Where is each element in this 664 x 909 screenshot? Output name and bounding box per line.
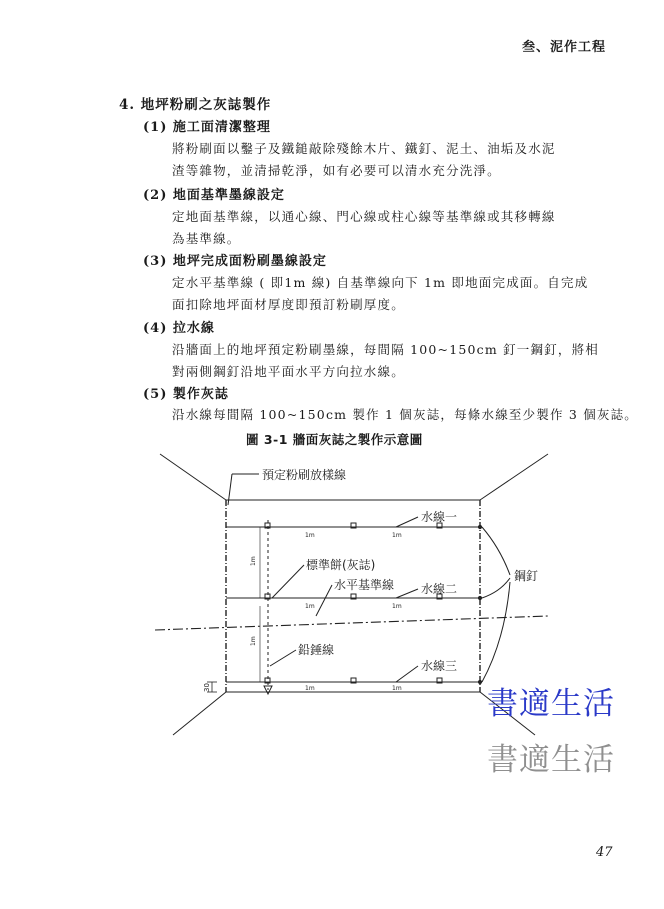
item-5-heading: (5) 製作灰誌 (143, 387, 229, 402)
section-title: 4. 地坪粉刷之灰誌製作 (119, 97, 272, 113)
label-reference-marker: 標準餅(灰誌) (306, 558, 376, 572)
label-steel-nail: 鋼釘 (514, 569, 539, 583)
item-5-line-1: 沿水線每間隔 100~150cm 製作 1 個灰誌，每條水線至少製作 3 個灰誌。 (172, 407, 638, 422)
leader-reference-marker (272, 565, 304, 598)
dim-label-1m-c: 1m (305, 603, 315, 610)
item-1-heading: (1) 施工面清潔整理 (143, 120, 271, 135)
item-3-line-1: 定水平基準線 ( 即1m 線) 自基準線向下 1m 即地面完成面。自完成 (172, 275, 589, 290)
leader-nail-1 (482, 527, 510, 575)
watermark-blue: 書適生活 (487, 686, 615, 722)
label-plumb-line: 鉛錘線 (298, 643, 335, 657)
leader-plumb-line (270, 650, 296, 666)
dim-label-1m-e: 1m (305, 685, 315, 692)
leader-level-line (316, 585, 332, 616)
item-4-line-1: 沿牆面上的地坪預定粉刷墨線，每間隔 100~150cm 釘一鋼釘，將相 (172, 342, 599, 357)
leader-nail-3 (482, 582, 510, 682)
item-2-line-2: 為基準線。 (172, 231, 241, 246)
dim-label-1m-f: 1m (392, 685, 402, 692)
level-reference-line (155, 616, 548, 630)
leader-water-line-1 (396, 517, 418, 527)
dim-label-1m-b: 1m (392, 532, 402, 539)
watermark-gray: 書適生活 (487, 742, 615, 778)
dim-label-30: 30 (203, 683, 211, 692)
chapter-header: 叁、泥作工程 (521, 40, 606, 55)
label-level-line: 水平基準線 (334, 578, 395, 592)
steel-nail-1-icon (478, 525, 481, 528)
figure-caption: 圖 3-1 牆面灰誌之製作示意圖 (246, 432, 423, 447)
label-water-line-2: 水線二 (421, 582, 458, 596)
item-1-line-1: 將粉刷面以鑿子及鐵鎚敲除殘餘木片、鐵釘、泥土、油垢及水泥 (172, 141, 556, 156)
dim-label-1m-a: 1m (305, 532, 315, 539)
item-2-line-1: 定地面基準線，以通心線、門心線或柱心線等基準線或其移轉線 (172, 209, 556, 224)
steel-nail-2-icon (478, 596, 481, 599)
label-water-line-3: 水線三 (421, 659, 458, 673)
corner-line-top-left (160, 454, 226, 500)
page-number: 47 (596, 845, 613, 860)
item-3-heading: (3) 地坪完成面粉刷墨線設定 (143, 254, 327, 269)
dim-label-1m-d: 1m (392, 603, 402, 610)
label-water-line-1: 水線一 (421, 510, 458, 524)
corner-line-bottom-left (173, 692, 226, 735)
item-3-line-2: 面扣除地坪面材厚度即預訂粉刷厚度。 (172, 297, 405, 312)
leader-water-line-3 (396, 666, 418, 682)
dim-label-1m-h: 1m (250, 636, 257, 646)
item-2-heading: (2) 地面基準墨線設定 (143, 188, 285, 203)
leader-nail-2 (482, 578, 510, 598)
dim-label-1m-g: 1m (250, 556, 257, 566)
label-planned-line: 預定粉刷放樣線 (262, 468, 347, 482)
item-4-heading: (4) 拉水線 (143, 321, 215, 336)
leader-water-line-2 (396, 589, 418, 598)
item-4-line-2: 對兩側鋼釘沿地平面水平方向拉水線。 (172, 364, 405, 379)
steel-nail-3-icon (478, 680, 481, 683)
item-1-line-2: 渣等雜物，並清掃乾淨，如有必要可以清水充分洗淨。 (172, 163, 501, 178)
corner-line-top-right (480, 454, 548, 500)
